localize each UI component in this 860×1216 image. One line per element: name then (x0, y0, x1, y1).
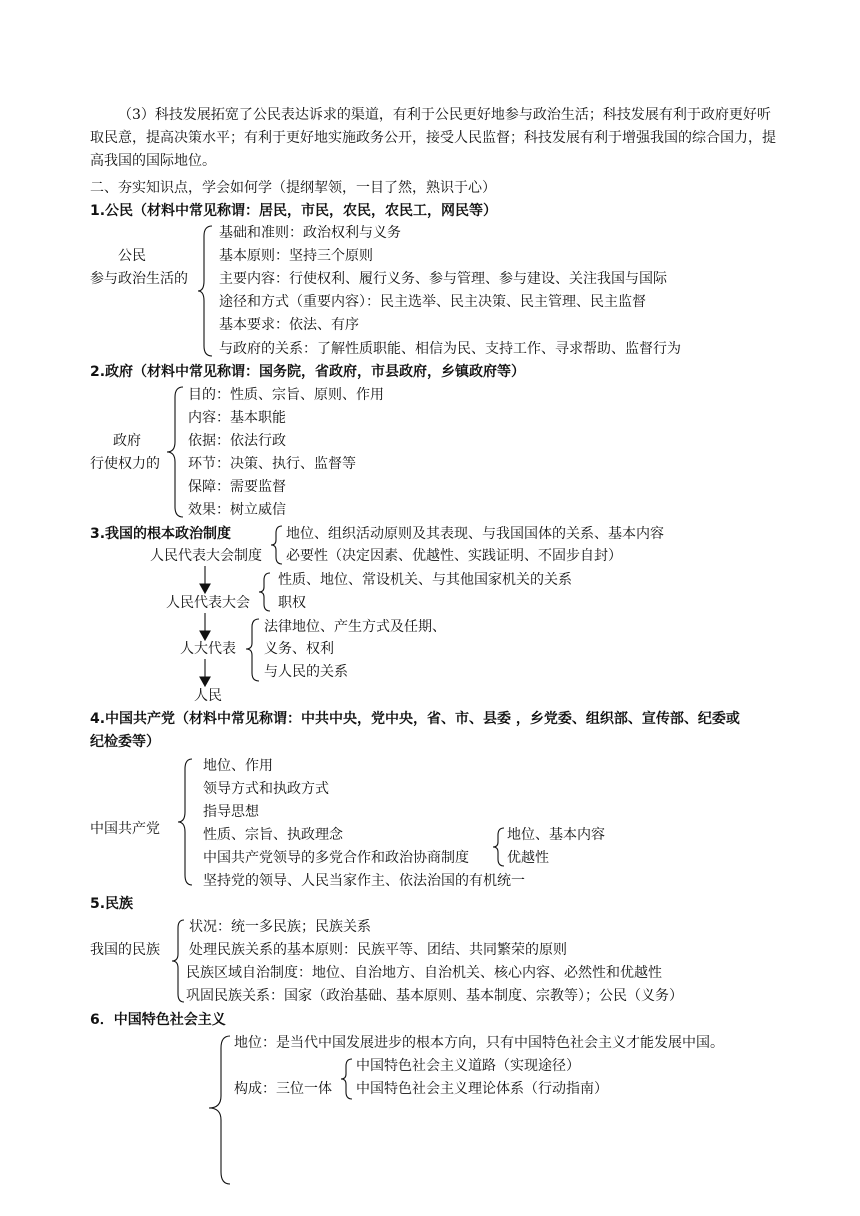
s1-item: 基本原则：坚持三个原则 (219, 248, 373, 264)
s2-brace (165, 385, 187, 519)
s3-node3-item: 与人民的关系 (264, 664, 348, 680)
s3-node3-item: 法律地位、产生方式及任期、 (264, 619, 446, 635)
s3-node-npc-system: 人民代表大会制度 (150, 548, 262, 564)
s1-item: 与政府的关系：了解性质职能、相信为民、支持工作、寻求帮助、监督行为 (219, 341, 681, 357)
s5-heading: 5.民族 (90, 896, 134, 912)
s5-label: 我国的民族 (90, 942, 160, 958)
s1-item: 基本要求：依法、有序 (219, 317, 359, 333)
s3-node-people: 人民 (194, 688, 222, 704)
s1-item: 途径和方式（重要内容）：民主选举、民主决策、民主管理、民主监督 (219, 294, 646, 310)
s1-label-line2: 参与政治生活的 (90, 271, 188, 287)
s3-node-npc: 人民代表大会 (166, 595, 250, 611)
s2-item: 依据：依法行政 (188, 433, 286, 449)
s3-arrow-2 (198, 613, 212, 641)
s2-item: 内容：基本职能 (188, 410, 286, 426)
s5-item: 状况：统一多民族；民族关系 (189, 919, 371, 935)
s3-arrow-1 (198, 566, 212, 594)
s3-node1-item: 地位、组织活动原则及其表现、与我国国体的关系、基本内容 (286, 526, 664, 542)
s1-brace (196, 224, 216, 358)
s5-item: 处理民族关系的基本原则：民族平等、团结、共同繁荣的原则 (189, 942, 567, 958)
s6-sub-item: 中国特色社会主义理论体系（行动指南） (356, 1081, 608, 1097)
s3-heading: 3.我国的根本政治制度 (90, 526, 232, 542)
s3-node3-item: 义务、权利 (264, 641, 334, 657)
s1-label-line1: 公民 (118, 248, 146, 264)
s2-item: 目的：性质、宗旨、原则、作用 (188, 387, 384, 403)
s2-heading: 2.政府（材料中常见称谓：国务院，省政府，市县政府，乡镇政府等） (90, 364, 526, 380)
s3-node2-brace (258, 571, 272, 613)
s4-item: 地位、作用 (203, 758, 273, 774)
s3-node2-item: 性质、地位、常设机关、与其他国家机关的关系 (278, 572, 572, 588)
s2-item: 环节：决策、执行、监督等 (188, 456, 356, 472)
s3-node3-brace (244, 617, 262, 683)
s6-brace (206, 1034, 234, 1186)
s2-label-line2: 行使权力的 (90, 456, 160, 472)
s4-item: 领导方式和执政方式 (203, 781, 329, 797)
s5-item: 民族区域自治制度：地位、自治地方、自治机关、核心内容、必然性和优越性 (186, 965, 662, 981)
s3-node2-item: 职权 (278, 595, 306, 611)
s6-sub-item: 中国特色社会主义道路（实现途径） (356, 1058, 580, 1074)
s4-item: 性质、宗旨、执政理念 (203, 827, 343, 843)
s2-label-line1: 政府 (113, 433, 141, 449)
s6-sub-brace (340, 1057, 354, 1101)
s6-item-composition: 构成：三位一体 (234, 1081, 332, 1097)
s4-sub-item: 地位、基本内容 (507, 827, 605, 843)
s1-item: 基础和准则：政治权利与义务 (219, 225, 401, 241)
intro-paragraph: （3）科技发展拓宽了公民表达诉求的渠道，有利于公民更好地参与政治生活；科技发展有利于政府更好听取民意，提高决策水平；有利于更好地实施政务公开，接受人民监督；科技发展有利于增强我国的综合国力，提高我国的国际地位。 (90, 107, 776, 169)
s3-node-deputy: 人大代表 (180, 641, 236, 657)
s4-sub-item: 优越性 (507, 850, 549, 866)
s5-item: 巩固民族关系：国家（政治基础、基本原则、基本制度、宗教等）；公民（义务） (186, 988, 683, 1004)
s3-node1-item: 必要性（决定因素、优越性、实践证明、不固步自封） (286, 548, 622, 564)
s4-heading-line1: 4.中国共产党（材料中常见称谓：中共中央，党中央，省、市、县委 ，乡党委、组织部、宣传部、纪委或 (90, 711, 740, 727)
s4-item: 中国共产党领导的多党合作和政治协商制度 (203, 850, 469, 866)
s2-item: 保障：需要监督 (188, 479, 286, 495)
s4-item: 指导思想 (203, 804, 259, 820)
s6-item-status: 地位：是当代中国发展进步的根本方向，只有中国特色社会主义才能发展中国。 (234, 1035, 724, 1051)
section-two-title: 二、夯实知识点，学会如何学（提纲挈领，一目了然，熟识于心） (90, 180, 496, 196)
s4-heading-line2: 纪检委等） (90, 734, 160, 750)
s3-node1-brace (270, 524, 284, 566)
s2-item: 效果：树立威信 (188, 502, 286, 518)
s6-heading: 6．中国特色社会主义 (90, 1012, 226, 1028)
s1-heading: 1.公民（材料中常见称谓：居民，市民，农民，农民工，网民等） (90, 203, 498, 219)
s4-item: 坚持党的领导、人民当家作主、依法治国的有机统一 (203, 873, 525, 889)
s1-item: 主要内容：行使权利、履行义务、参与管理、参与建设、关注我国与国际 (219, 271, 667, 287)
s4-brace (176, 757, 196, 887)
s3-arrow-3 (198, 659, 212, 687)
s4-sub-brace (492, 826, 506, 868)
s4-label: 中国共产党 (90, 821, 160, 837)
s5-brace (170, 918, 186, 1004)
